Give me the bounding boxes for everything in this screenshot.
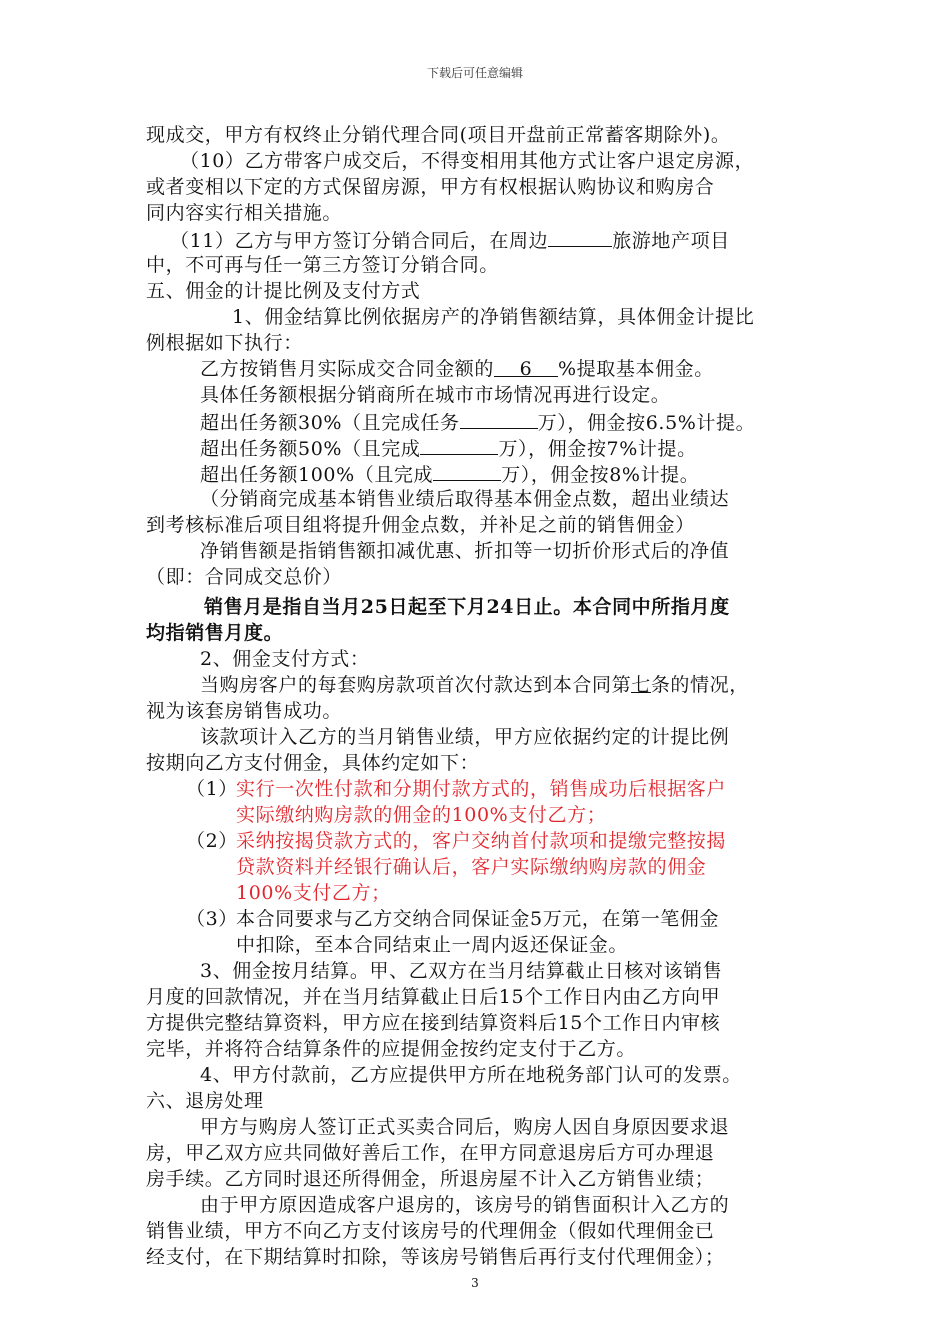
section-heading: 五、佣金的计提比例及支付方式 bbox=[146, 280, 421, 302]
text-line: 房手续。乙方同时退还所得佣金，所退房屋不计入乙方销售业绩； bbox=[146, 1168, 715, 1190]
text-line: 例根据如下执行： bbox=[146, 332, 303, 354]
base-commission-tail: %提取基本佣金。 bbox=[558, 358, 714, 380]
item-3-number: （3） bbox=[186, 908, 238, 930]
clause-11-text: （11）乙方与甲方签订分销合同后，在周边 bbox=[170, 230, 549, 252]
clause-number: 七 bbox=[631, 674, 651, 696]
text-line bbox=[200, 408, 755, 434]
item-3-text-cont: 中扣除，至本合同结束止一周内返还保证金。 bbox=[236, 934, 629, 956]
text-line: 该款项计入乙方的当月销售业绩，甲方应依据约定的计提比例 bbox=[200, 726, 730, 748]
text-line: 具体任务额根据分销商所在城市市场情况再进行设定。 bbox=[200, 384, 671, 406]
item-1-text: 实行一次性付款和分期付款方式的，销售成功后根据客户 bbox=[236, 778, 727, 800]
blank-underline bbox=[460, 408, 538, 429]
text-line: （分销商完成基本销售业绩后取得基本佣金点数，超出业绩达 bbox=[200, 488, 730, 510]
sales-month-definition-cont: 均指销售月度。 bbox=[146, 622, 284, 644]
text-line: 净销售额是指销售额扣减优惠、折扣等一切折价形式后的净值 bbox=[200, 540, 730, 562]
page-header: 下载后可任意编辑 bbox=[426, 66, 523, 80]
text-line: 方提供完整结算资料，甲方应在接到结算资料后15个工作日内审核 bbox=[146, 1012, 721, 1034]
text-line: （即：合同成交总价） bbox=[146, 566, 343, 588]
tier-100-tail: 万），佣金按8%计提。 bbox=[501, 464, 700, 486]
text-line: 或者变相以下定的方式保留房源，甲方有权根据认购协议和购房合 bbox=[146, 176, 715, 198]
tier-50-text: 超出任务额50%（且完成 bbox=[200, 438, 421, 460]
tier-30-text: 超出任务额30%（且完成任务 bbox=[200, 412, 460, 434]
item-3-text: 本合同要求与乙方交纳合同保证金5万元，在第一笔佣金 bbox=[236, 908, 720, 930]
text-line: 现成交，甲方有权终止分销代理合同(项目开盘前正常蓄客期除外)。 bbox=[146, 124, 731, 146]
item-2-text-end: 100%支付乙方； bbox=[236, 882, 391, 904]
blank-underline bbox=[433, 460, 501, 481]
text-line: 由于甲方原因造成客户退房的，该房号的销售面积计入乙方的 bbox=[200, 1194, 730, 1216]
text-line: 中，不可再与任一第三方签订分销合同。 bbox=[146, 254, 499, 276]
page-number: 3 bbox=[471, 1276, 479, 1290]
text-line: 4、甲方付款前，乙方应提供甲方所在地税务部门认可的发票。 bbox=[200, 1064, 742, 1086]
text-line bbox=[200, 434, 697, 460]
sales-month-definition: 销售月是指自当月25日起至下月24日止。本合同中所指月度 bbox=[204, 596, 730, 618]
text-line: 销售业绩，甲方不向乙方支付该房号的代理佣金（假如代理佣金已 bbox=[146, 1220, 715, 1242]
payment-condition-tail: 条的情况， bbox=[650, 674, 749, 696]
text-line: （10）乙方带客户成交后，不得变相用其他方式让客户退定房源， bbox=[180, 150, 755, 172]
clause-11-tail: 旅游地产项目 bbox=[612, 230, 730, 252]
item-2-number: （2） bbox=[186, 830, 238, 852]
commission-rate: 6 bbox=[494, 356, 558, 377]
base-commission-text: 乙方按销售月实际成交合同金额的 bbox=[200, 358, 495, 380]
text-line: 月度的回款情况，并在当月结算截止日后15个工作日内由乙方向甲 bbox=[146, 986, 721, 1008]
item-2-text-cont: 贷款资料并经银行确认后，客户实际缴纳购房款的佣金 bbox=[236, 856, 707, 878]
item-2-text: 采纳按揭贷款方式的，客户交纳首付款项和提缴完整按揭 bbox=[236, 830, 727, 852]
text-line: 房，甲乙双方应共同做好善后工作，在甲方同意退房后方可办理退 bbox=[146, 1142, 715, 1164]
text-line: 视为该套房销售成功。 bbox=[146, 700, 343, 722]
text-line: 到考核标准后项目组将提升佣金点数，并补足之前的销售佣金） bbox=[146, 514, 695, 536]
text-line: 甲方与购房人签订正式买卖合同后，购房人因自身原因要求退 bbox=[200, 1116, 730, 1138]
payment-condition-text: 当购房客户的每套购房款项首次付款达到本合同第 bbox=[200, 674, 632, 696]
text-line bbox=[170, 226, 730, 252]
item-1-text-cont: 实际缴纳购房款的佣金的100%支付乙方； bbox=[236, 804, 607, 826]
item-1-number: （1） bbox=[186, 778, 238, 800]
text-line: 同内容实行相关措施。 bbox=[146, 202, 343, 224]
text-line: 经支付，在下期结算时扣除，等该房号销售后再行支付代理佣金）； bbox=[146, 1246, 725, 1268]
tier-50-tail: 万），佣金按7%计提。 bbox=[498, 438, 697, 460]
text-line bbox=[200, 672, 749, 698]
text-line: 2、佣金支付方式： bbox=[200, 648, 370, 670]
blank-underline bbox=[548, 226, 612, 247]
text-line: 完毕，并将符合结算条件的应提佣金按约定支付于乙方。 bbox=[146, 1038, 637, 1060]
text-line: 按期向乙方支付佣金，具体约定如下： bbox=[146, 752, 480, 774]
text-line bbox=[200, 460, 699, 486]
text-line: 3、佣金按月结算。甲、乙双方在当月结算截止日核对该销售 bbox=[200, 960, 723, 982]
blank-underline bbox=[420, 434, 498, 455]
text-line: 1、佣金结算比例依据房产的净销售额结算，具体佣金计提比 bbox=[232, 306, 755, 328]
tier-100-text: 超出任务额100%（且完成 bbox=[200, 464, 434, 486]
section-heading: 六、退房处理 bbox=[146, 1090, 264, 1112]
text-line bbox=[200, 356, 714, 382]
tier-30-tail: 万），佣金按6.5%计提。 bbox=[537, 412, 756, 434]
